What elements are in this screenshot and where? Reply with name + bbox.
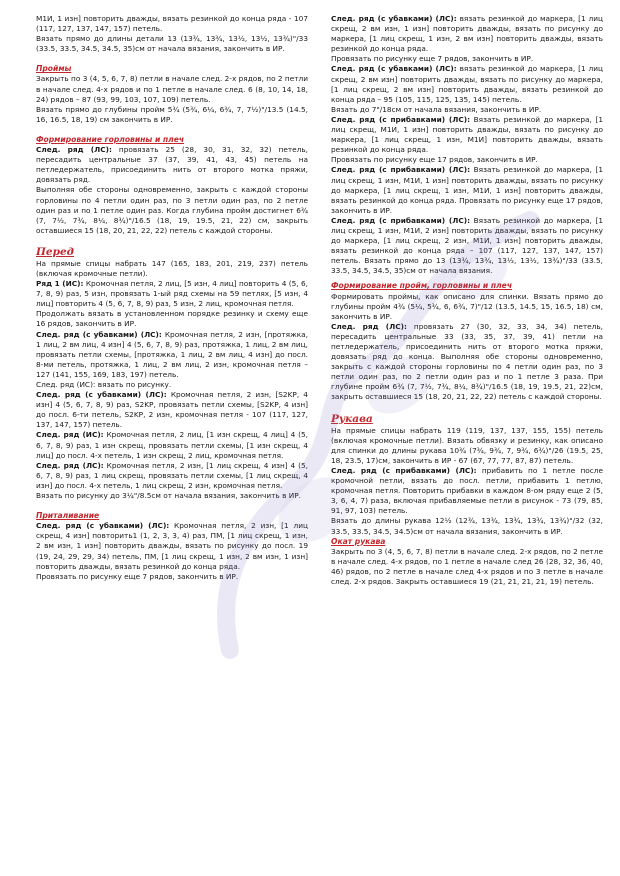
armholes-text: Закрыть по 3 (4, 5, 6, 7, 8) петли в начале след. 2-х рядов, по 2 петли в начале след. 4-х рядов и по 1 петле в начале след. 6 (8, 10, 14, 18, 24) рядов – 87 (93, 99, 103, 107, 109) петель. <box>36 74 308 104</box>
shaping-heading: Формирование пройм, горловины и плеч <box>331 281 513 291</box>
front-heading: Перед <box>36 245 74 258</box>
front-next-row: След. ряд (ИС): вязать по рисунку. <box>36 380 172 389</box>
front-continue: Продолжать вязать в установленном порядке резинку и схему еще 16 рядов, закончить в ИР. <box>36 309 308 329</box>
neck-row-label: След. ряд (ЛС): <box>36 145 112 155</box>
neck-row <box>36 145 308 185</box>
sleeves-heading: Рукава <box>331 412 373 425</box>
inc-c <box>331 216 603 277</box>
front-cast-on: На прямые спицы набрать 147 (165, 183, 201, 219, 237) петель (включая кромочные петли). <box>36 258 308 278</box>
front-dec-1-label: След. ряд (с убавками) (ЛС): <box>36 329 162 339</box>
front-dec-1-text: Кромочная петля, 2 изн, [протяжка, 1 лиц, 2 вм лиц, 4 изн] 4 (5, 6, 7, 8, 9) раз, протяжка, 1 лиц, 2 вм лиц, провязать петли схемы, [протяжка, 1 лиц, 2 вм лиц, 4 изн] до посл. 8-ми петель, протяжка, 1 лиц, 2 вм лиц, 2 изн, кромочная петля – 127 (141, 155, 169, 183, 197) петель. <box>36 329 308 379</box>
front-dec-2-text: Кромочная петля, 2 изн, [S2KP, 4 изн] 4 (5, 6, 7, 8, 9) раз, S2KP, провязать петли схемы, [S2KP, 4 изн] до посл. 6-ти петель, S2KP, 2 изн, кромочная петля - 107 (117, 127, 137, 147, 157) петель. <box>36 390 308 430</box>
front-ws-row <box>36 430 308 460</box>
sleeve-cap-heading: Окат рукава <box>331 536 386 546</box>
dec-a-label: След. ряд (с убавками) (ЛС): <box>331 14 457 23</box>
front-row-1-label: Ряд 1 (ИС): <box>36 279 84 289</box>
front-rs-row-label: След. ряд (ЛС): <box>36 460 104 470</box>
front-dec-2-label: След. ряд (с убавками) (ЛС): <box>36 390 167 400</box>
shaping-row <box>331 322 603 403</box>
waist-dec <box>36 521 308 571</box>
waist-heading: Приталивание <box>36 511 100 521</box>
text-a: Провязать по рисунку еще 7 рядов, закончить в ИР. <box>331 54 534 64</box>
left-column <box>36 14 308 582</box>
front-dec-2 <box>36 390 308 430</box>
inc-a <box>331 115 603 155</box>
front-dec-1 <box>36 330 308 380</box>
intro-text-2: Вязать прямо до длины детали 13 (13¾, 13¾, 13½, 13½, 13¾)"/33 (33.5, 33.5, 34.5, 34.5, 35)см от начала вязания, закончить в ИР. <box>36 34 308 54</box>
shaping-text: Формировать проймы, как описано для спинки. Вязать прямо до глубины пройм 4¾ (5¼, 5¾, 6, 6¾, 7)"/12 (13.5, 14.5, 15, 16.5, 18) см, закончить в ИР. <box>331 291 603 321</box>
dec-b <box>331 64 603 104</box>
neck-heading: Формирование горловины и плеч <box>36 134 185 144</box>
sleeves-text: На прямые спицы набрать 119 (119, 137, 137, 155, 155) петель (включая кромочные петли). Вязать обвязку и резинку, как описано для спинки до длины рукава 10¾ (7¾, 9¾, 7, 9¾, 6¾)"/26 (19.5, 25, 18, 23.5, 17)см, закончить в ИР - 67 (67, 77, 77, 87, 87) петель. <box>331 425 603 465</box>
inc-b-label: След. ряд (с прибавками) (ЛС): <box>331 165 471 175</box>
dec-a <box>331 14 603 54</box>
inc-b-text: Вязать резинкой до маркера, [1 лиц скрещ, 1 изн, М1И, 1 изн] повторить дважды, вязать по рисунку до маркера, [1 лиц скрещ, 1 изн, М1И, 1 изн] повторить дважды, вязать резинкой до конца ряда. Провязать по рисунку еще 17 рядов, закончить в ИР. <box>331 165 603 215</box>
front-continue-2: Вязать по рисунку до 3¼"/8.5см от начала вязания, закончить в ИР. <box>36 491 301 501</box>
front-ws-row-text: Кромочная петля, 2 лиц, [1 изн скрещ, 4 лиц] 4 (5, 6, 7, 8, 9) раз, 1 изн скрещ, провязать петли схемы, [1 изн скрещ, 4 лиц] до посл. 4-х петель, 1 изн скрещ, 2 лиц, кромочная петля. <box>36 430 308 460</box>
front-ws-row-label: След. ряд (ИС): <box>36 430 104 440</box>
sleeves-inc-text: прибавить по 1 петле после кромочной петли, вязать до посл. петли, прибавить 1 петлю, кромочная петля. Повторить прибавки в каждом 8-ом ряду еще 2 (5, 3, 6, 4, 7) раза, включая прибавляемые петли в рисунок - 73 (79, 85, 91, 97, 103) петель. <box>331 465 603 516</box>
inc-c-label: След. ряд (с прибавками) (ЛС): <box>331 215 471 225</box>
neck-text-2: Выполняя обе стороны одновременно, закрыть с каждой стороны горловины по 4 петли один раз, по 3 петли один раз, по 2 петле один раз и по 1 петле один раз. Когда глубина пройм достигнет 6¾ (7, 7½, 7¾, 8¼, 8¾)"/16.5 (18, 19, 19.5, 21, 22) см, закрыть оставшиеся 15 (18, 20, 21, 22, 22) петель с каждой стороны. <box>36 185 308 235</box>
front-row-1 <box>36 279 308 309</box>
front-rs-row <box>36 461 308 491</box>
armholes-heading: Проймы <box>36 64 72 74</box>
front-rs-row-text: Кромочная петля, 2 изн, [1 лиц скрещ, 4 изн] 4 (5, 6, 7, 8, 9) раз, 1 лиц скрещ, провязать петли схемы, [1 лиц скрещ, 4 изн] до посл. 4-х петель, 1 лиц скрещ, 2 изн, кромочная петля. <box>36 460 308 490</box>
inc-b <box>331 165 603 215</box>
intro-text-1: М1И, 1 изн] повторить дважды, вязать резинкой до конца ряда - 107 (117, 127, 137, 147, 157) петель. <box>36 14 308 34</box>
dec-b-text: вязать резинкой до маркера, [1 лиц скрещ, 2 вм изн] повторить дважды, вязать по рисунку до маркера, [1 лиц скрещ, 2 вм изн] повторить дважды, вязать резинкой до конца ряда – 95 (105, 115, 125, 135, 145) петель. <box>331 64 603 104</box>
sleeve-cap-text: Закрыть по 3 (4, 5, 6, 7, 8) петли в начале след. 2-х рядов, по 2 петле в начале след. 4-х рядов, по 1 петле в начале след 26 (28, 32, 36, 40, 46) рядов, по 2 петле в начале след 4-х рядов и по 3 петле в начале след. 2-х рядов. Закрыть оставшиеся 19 (21, 21, 21, 21, 19) петель. <box>331 546 603 586</box>
waist-text-2: Провязать по рисунку еще 7 рядов, закончить в ИР. <box>36 571 239 581</box>
text-b: Вязать до 7"/18см от начала вязания, закончить в ИР. <box>331 104 542 114</box>
shaping-row-text: провязать 27 (30, 32, 33, 34, 34) петель, пересадить центральные 33 (33, 35, 37, 39, 41) петли на петледержатель, присоединить нить от второго мотка пряжи, довязать ряд до конца. Выполняя обе стороны одновременно, закрыть с каждой стороны горловины по 4 петли один раз, по 3 петли один раз, по 2 петли один раз и по 1 петле 3 раза. При глубине пройм 6¾ (7, 7½, 7¾, 8¼, 8¾)"/16.5 (18, 19, 19.5, 21, 22)см, закрыть оставшиеся 15 (18, 20, 21, 22, 22) петель с каждой стороны. <box>331 321 604 402</box>
shaping-row-label: След. ряд (ЛС): <box>331 321 407 331</box>
sleeves-inc-label: След. ряд (с прибавками) (ЛС): <box>331 465 477 475</box>
text-c: Провязать по рисунку еще 17 рядов, закончить в ИР. <box>331 155 538 165</box>
waist-dec-text: Кромочная петля, 2 изн, [1 лиц скрещ, 4 изн] повторить1 (1, 2, 3, 3, 4) раз, ПМ, [1 лиц скрещ, 1 изн, 2 вм изн, 1 изн] повторить дважды, вязать по рисунку до посл. 19 (19, 24, 29, 29, 34) петель, ПМ, [1 лиц скрещ, 1 изн, 2 вм изн, 1 изн] повторить дважды, вязать резинкой до конца ряда. <box>36 521 308 571</box>
dec-a-text: вязать резинкой до маркера, [1 лиц скрещ, 2 вм изн, 1 изн] повторить дважды, вязать по рисунку до маркера, [1 лиц скрещ, 1 изн, 2 вм изн] повторить дважды, вязать резинкой до конца ряда. <box>331 14 603 54</box>
neck-row-text: провязать 25 (28, 30, 31, 32, 32) петель, пересадить центральные 37 (37, 39, 41, 43, 45) петель на петледержатель, присоединить нить от второго мотка пряжи, довязать ряд. <box>36 145 309 185</box>
inc-a-label: След. ряд (с прибавками) (ЛС): <box>331 114 471 124</box>
right-column <box>331 14 603 587</box>
waist-dec-label: След. ряд (с убавками) (ЛС): <box>36 521 170 531</box>
inc-c-text: Вязать резинкой до маркера, [1 лиц скрещ, 1 изн, М1И, 2 изн] повторить дважды, вязать по рисунку до маркера, [1 лиц скрещ, 2 изн, М1И, 1 изн] повторить дважды, вязать резинкой до конца ряда – 107 (117, 127, 137, 147, 157) петель. Вязать прямо до 13 (13¾, 13¾, 13½, 13½, 13¾)"/33 (33.5, 33.5, 34.5, 34.5, 35)см от начала вязания. <box>331 215 603 276</box>
armholes-text-2: Вязать прямо до глубины пройм 5¾ (5¾, 6¼, 6¾, 7, 7½)"/13.5 (14.5, 16, 16.5, 18, 19) см закончить в ИР. <box>36 104 308 124</box>
front-row-1-text: Кромочная петля, 2 лиц, [5 изн, 4 лиц] повторить 4 (5, 6, 7, 8, 9) раз, 5 изн, провязать 1-ый ряд схемы на 59 петлях, [5 изн, 4 лиц] повторить 4 (5, 6, 7, 8, 9) раз, 5 изн, 2 лиц, кромочная петля. <box>36 279 308 309</box>
inc-a-text: Вязать резинкой до маркера, [1 лиц скрещ, М1И, 1 изн] повторить дважды, вязать по рисунку до маркера, [1 лиц скрещ, 1 изн, М1И] повторить дважды, вязать резинкой до конца ряда. <box>331 114 603 155</box>
dec-b-label: След. ряд (с убавками) (ЛС): <box>331 64 457 74</box>
sleeves-text-2: Вязать до длины рукава 12½ (12¾, 13¾, 13¾, 13¾, 13¾)"/32 (32, 33.5, 33.5, 34.5, 34.5)см от начала вязания, закончить в ИР. <box>331 516 603 536</box>
sleeves-inc <box>331 466 603 516</box>
